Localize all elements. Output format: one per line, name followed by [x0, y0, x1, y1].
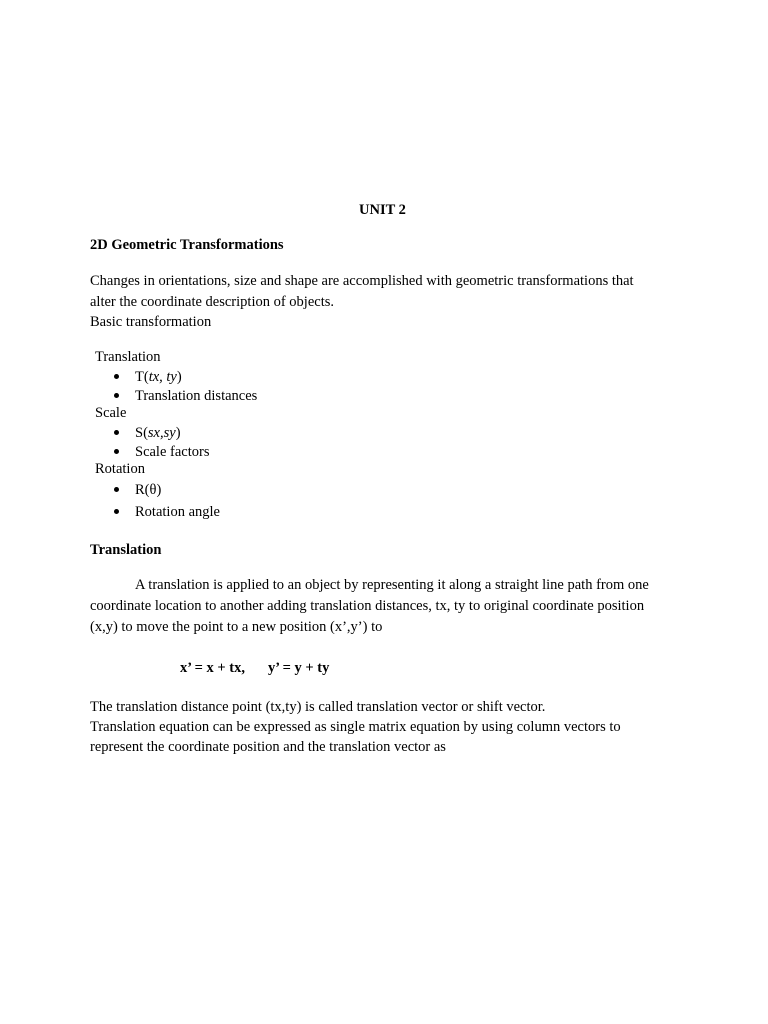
equation-x: x’ = x + tx, — [180, 660, 245, 676]
paragraph-2-line-2: Translation equation can be expressed as single matrix equation by using column vectors to — [90, 719, 621, 735]
equation-y: y’ = y + ty — [268, 660, 330, 676]
paragraph-2-line-1: The translation distance point (tx,ty) is called translation vector or shift vector. — [90, 699, 546, 715]
intro-line-2: alter the coordinate description of objects. — [90, 294, 334, 310]
bullet-icon — [114, 449, 119, 454]
list-item-scale-factors: Scale factors — [135, 444, 210, 460]
bullet-icon — [114, 487, 119, 492]
bullet-icon — [114, 509, 119, 514]
paragraph-2-line-3: represent the coordinate position and the translation vector as — [90, 739, 446, 755]
list-item-translation-function: T(tx, ty) — [135, 369, 182, 385]
unit-title: UNIT 2 — [359, 202, 406, 218]
bullet-icon — [114, 430, 119, 435]
list-item-rotation-angle: Rotation angle — [135, 504, 220, 520]
bullet-icon — [114, 374, 119, 379]
group-heading-scale: Scale — [95, 405, 127, 421]
intro-line-1: Changes in orientations, size and shape are accomplished with geometric transformations that — [90, 273, 634, 289]
paragraph-1-line-1: A translation is applied to an object by representing it along a straight line path from one — [135, 577, 649, 593]
bullet-icon — [114, 393, 119, 398]
paragraph-1-line-3: (x,y) to move the point to a new position (x’,y’) to — [90, 619, 383, 635]
translation-heading: Translation — [90, 542, 162, 558]
basic-transformation-label: Basic transformation — [90, 314, 212, 330]
list-item-scale-function: S(sx,sy) — [135, 425, 181, 441]
section-title: 2D Geometric Transformations — [90, 237, 284, 253]
group-heading-rotation: Rotation — [95, 461, 145, 477]
list-item-translation-distances: Translation distances — [135, 388, 258, 404]
paragraph-1-line-2: coordinate location to another adding translation distances, tx, ty to original coordinate position — [90, 598, 645, 614]
group-heading-translation: Translation — [95, 349, 161, 365]
list-item-rotation-function: R(θ) — [135, 482, 162, 498]
